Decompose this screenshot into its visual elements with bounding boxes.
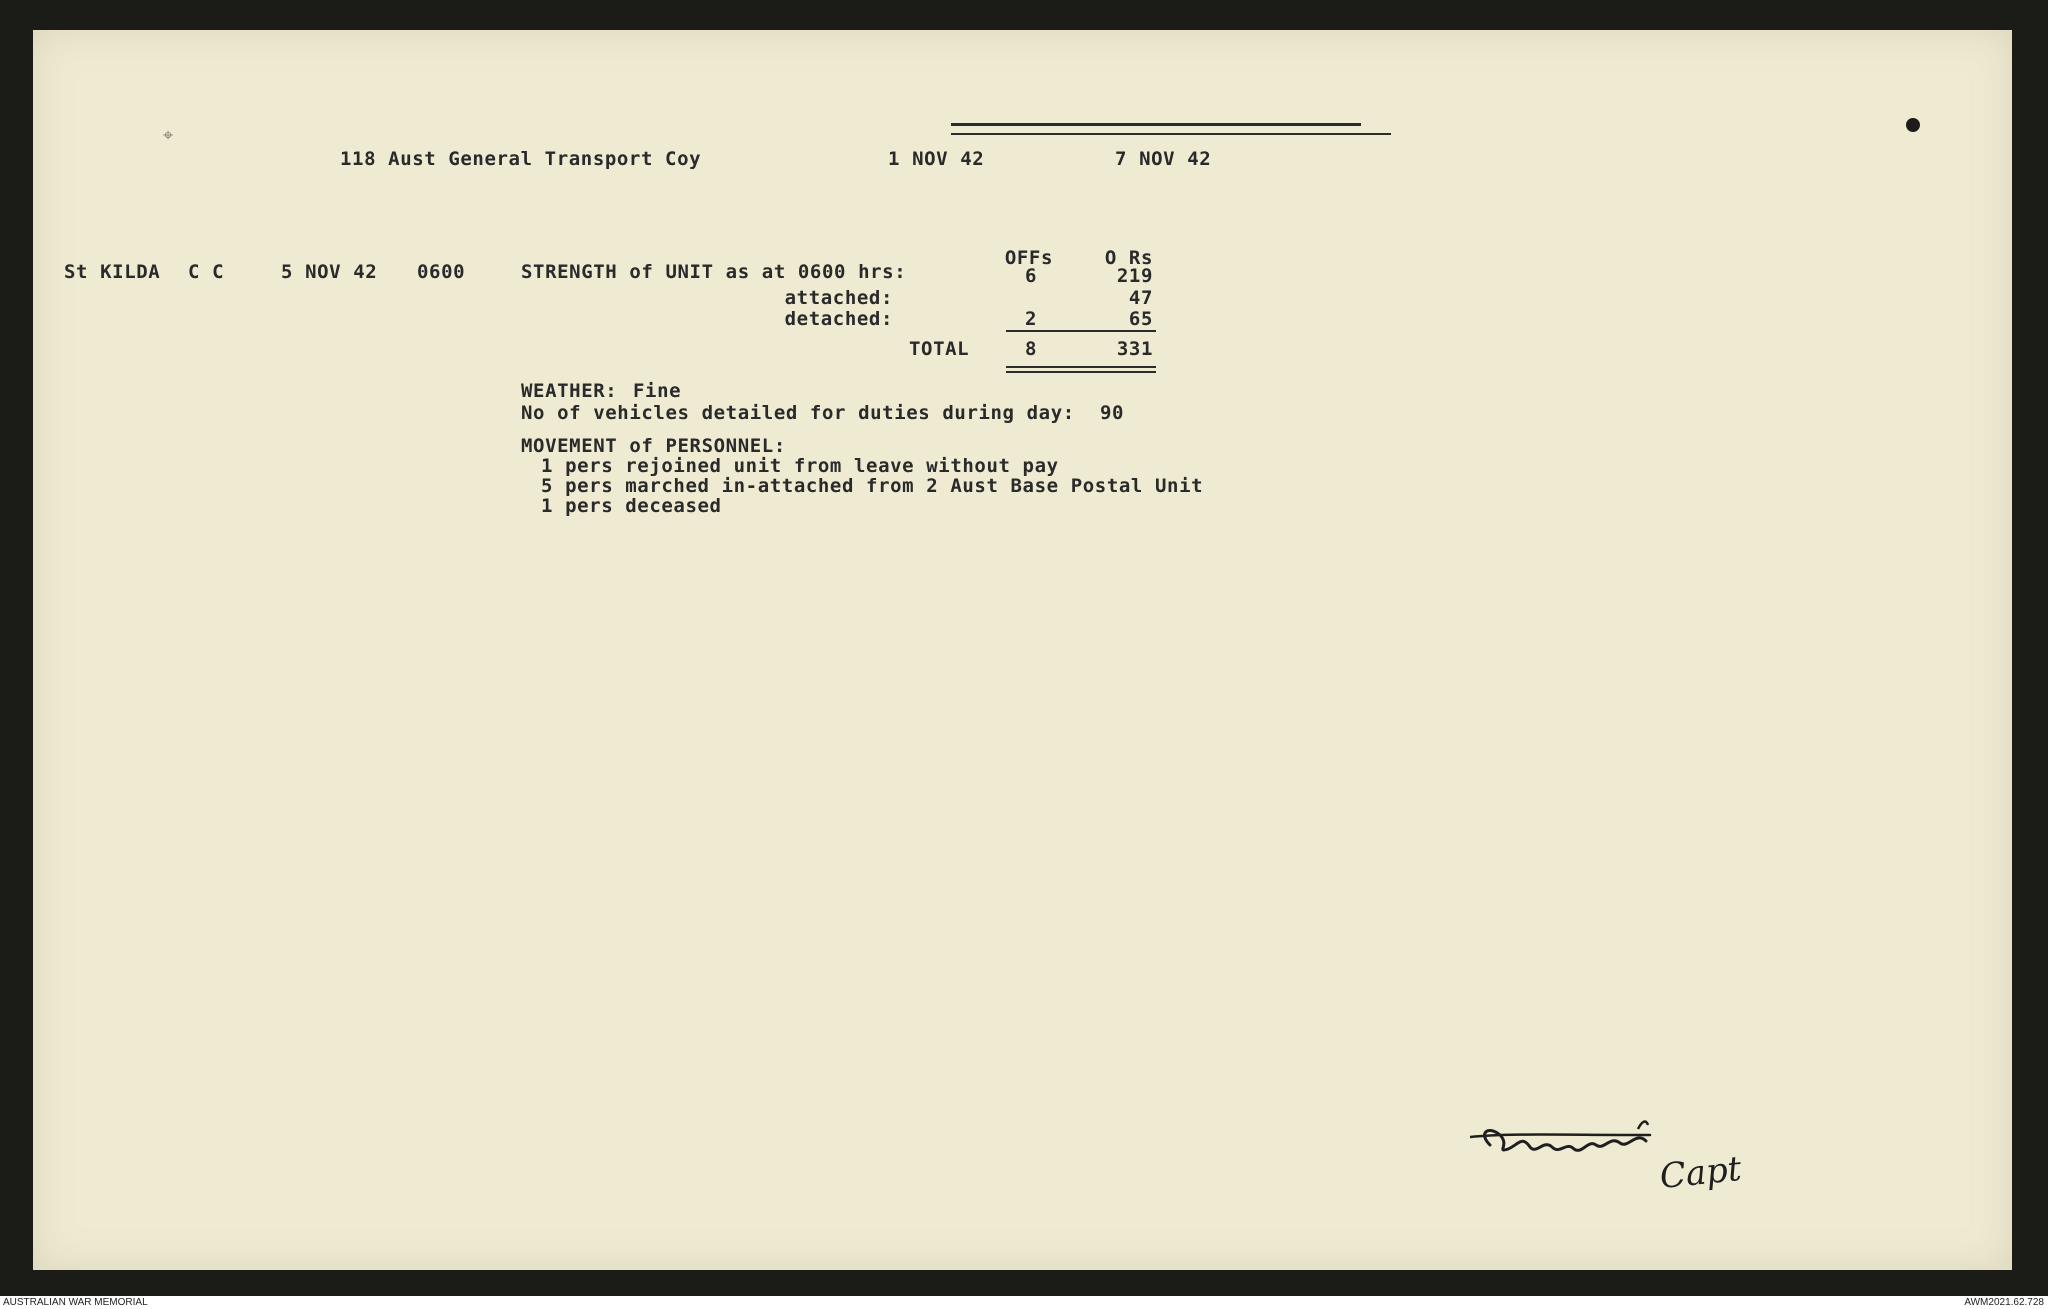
signature-rank: Capt [1657,1148,1744,1198]
movement-line-2: 5 pers marched in-attached from 2 Aust Base Postal Unit [541,475,1204,497]
unit-title: 118 Aust General Transport Coy [340,148,702,170]
document-page [33,30,2012,1270]
punch-hole [1906,118,1920,132]
footer-id: AWM2021.62.728 [1964,1297,2044,1308]
row-attached-label: attached: [784,287,893,309]
weather-value: Fine [633,380,682,402]
vehicles-label: No of vehicles detailed for duties during day: [521,402,1075,424]
pin-mark: ⌖ [163,125,174,146]
strength-title: STRENGTH of UNIT as at 0600 hrs: [521,261,907,283]
footer [0,1296,2048,1309]
movement-title: MOVEMENT of PERSONNEL: [521,435,786,457]
total-double-rule-1 [1006,366,1156,368]
col-offs-header: OFFs [1004,247,1053,269]
entry-date: 5 NOV 42 [281,261,378,283]
weather-label: WEATHER: [521,380,618,402]
top-rule-2 [951,133,1391,135]
date-from: 1 NOV 42 [888,148,985,170]
movement-line-1: 1 pers rejoined unit from leave without pay [541,455,1059,477]
top-rule-1 [951,123,1361,126]
row1-ors: 219 [1116,265,1153,287]
col-ors-header: O Rs [1104,247,1153,269]
row1-offs: 6 [1024,265,1037,287]
movement-line-3: 1 pers deceased [541,495,722,517]
total-offs: 8 [1024,338,1037,360]
entry-place: St KILDA [64,261,161,283]
total-double-rule-2 [1006,371,1156,373]
date-to: 7 NOV 42 [1115,148,1212,170]
total-rule [1006,330,1156,332]
row-detached-label: detached: [784,308,893,330]
entry-time: 0600 [417,261,466,283]
footer-source: AUSTRALIAN WAR MEMORIAL [3,1297,148,1308]
total-label: TOTAL [909,338,970,360]
row-attached-ors: 47 [1128,287,1153,309]
signature [1470,1105,1800,1215]
row-detached-offs: 2 [1024,308,1037,330]
entry-code: C C [188,261,225,283]
vehicles-value: 90 [1100,402,1125,424]
total-ors: 331 [1116,338,1153,360]
row-detached-ors: 65 [1128,308,1153,330]
